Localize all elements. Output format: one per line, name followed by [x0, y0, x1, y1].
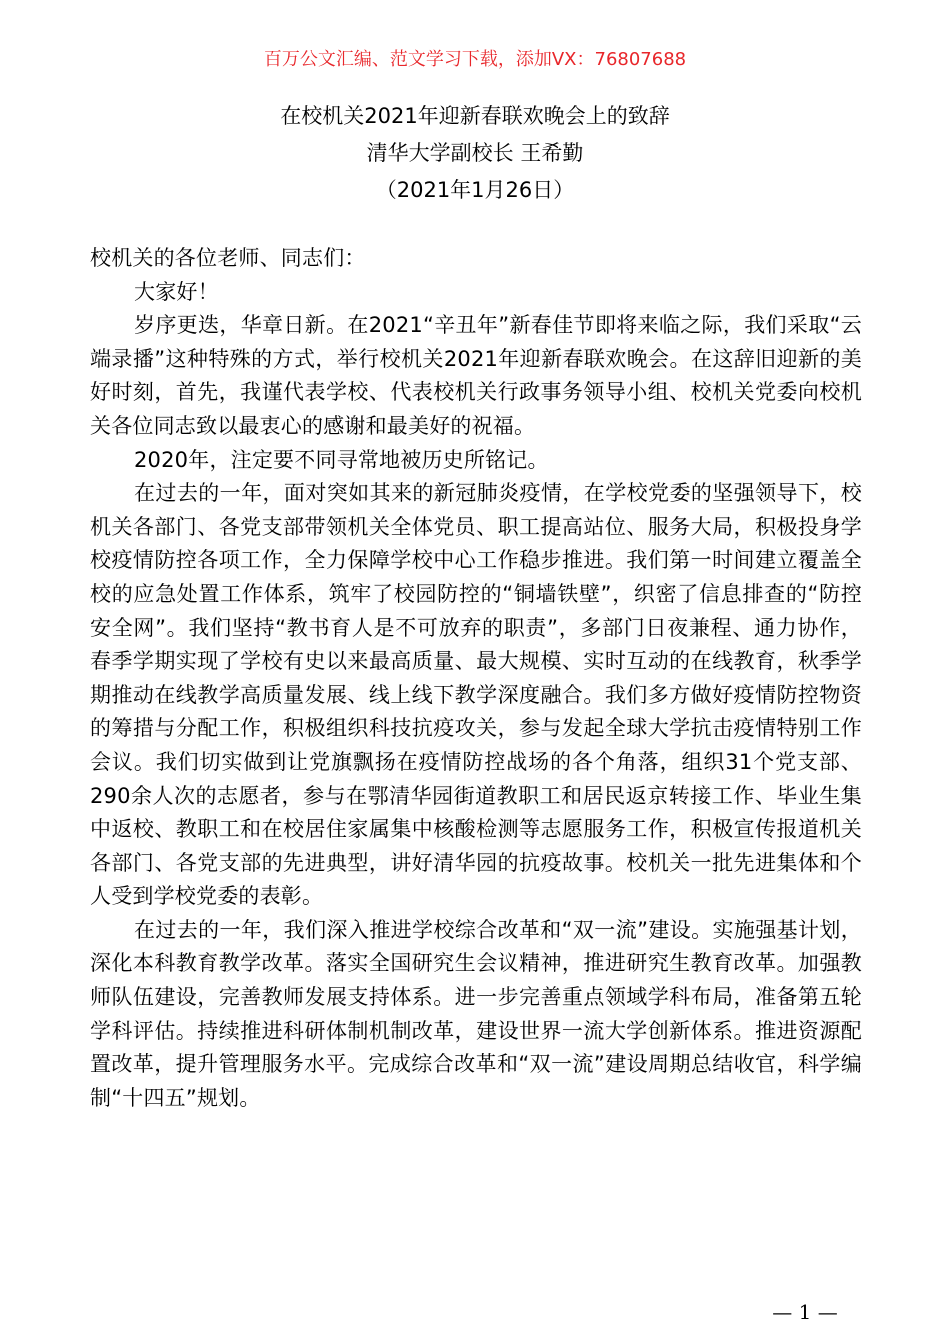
- date-line: （2021年1月26日）: [375, 178, 575, 202]
- greeting: 大家好！: [134, 279, 219, 304]
- speaker-line: 清华大学副校长 王希勤: [366, 141, 584, 165]
- paragraph: 岁序更迭，华章日新。在2021“辛丑年”新春佳节即将来临之际，我们采取“云端录播”这种特殊的方式，举行校机关2021年迎新春联欢晚会。在这辞旧迎新的美好时刻，首先，我谨代表学校、代表校机关行政事务领导小组、校机关党委向校机关各位同志致以最衷心的感谢和最美好的祝福。: [90, 313, 862, 438]
- page-number: — 1 —: [772, 1300, 838, 1324]
- paragraph: 在过去的一年，面对突如其来的新冠肺炎疫情，在学校党委的坚强领导下，校机关各部门、各党支部带领机关全体党员、职工提高站位、服务大局，积极投身学校疫情防控各项工作，全力保障学校中心工作稳步推进。我们第一时间建立覆盖全校的应急处置工作体系，筑牢了校园防控的“铜墙铁壁”，织密了信息排查的“防控安全网”。我们坚持“教书育人是不可放弃的职责”，多部门日夜兼程、通力协作，春季学期实现了学校有史以来最高质量、最大规模、实时互动的在线教育，秋季学期推动在线教学高质量发展、线上线下教学深度融合。我们多方做好疫情防控物资的筹措与分配工作，积极组织科技抗疫攻关，参与发起全球大学抗击疫情特别工作会议。我们切实做到让党旗飘扬在疫情防控战场的各个角落，组织31个党支部、290余人次的志愿者，参与在鄂清华园街道教职工和居民返京转接工作、毕业生集中返校、教职工和在校居住家属集中核酸检测等志愿服务工作，积极宣传报道机关各部门、各党支部的先进典型，讲好清华园的抗疫故事。校机关一批先进集体和个人受到学校党委的表彰。: [90, 481, 862, 909]
- document-body: [90, 242, 862, 1115]
- paragraph: 2020年，注定要不同寻常地被历史所铭记。: [134, 447, 549, 472]
- salutation: 校机关的各位老师、同志们：: [90, 246, 366, 270]
- header-banner: 百万公文汇编、范文学习下载，添加VX：76807688: [263, 49, 687, 70]
- paragraph: 在过去的一年，我们深入推进学校综合改革和“双一流”建设。实施强基计划，深化本科教育教学改革。落实全国研究生会议精神，推进研究生教育改革。加强教师队伍建设，完善教师发展支持体系。进一步完善重点领域学科布局，准备第五轮学科评估。持续推进科研体制机制改革，建设世界一流大学创新体系。推进资源配置改革，提升管理服务水平。完成综合改革和“双一流”建设周期总结收官，科学编制“十四五”规划。: [90, 917, 862, 1110]
- document-title: 在校机关2021年迎新春联欢晚会上的致辞: [280, 104, 670, 128]
- title-block: [0, 98, 950, 209]
